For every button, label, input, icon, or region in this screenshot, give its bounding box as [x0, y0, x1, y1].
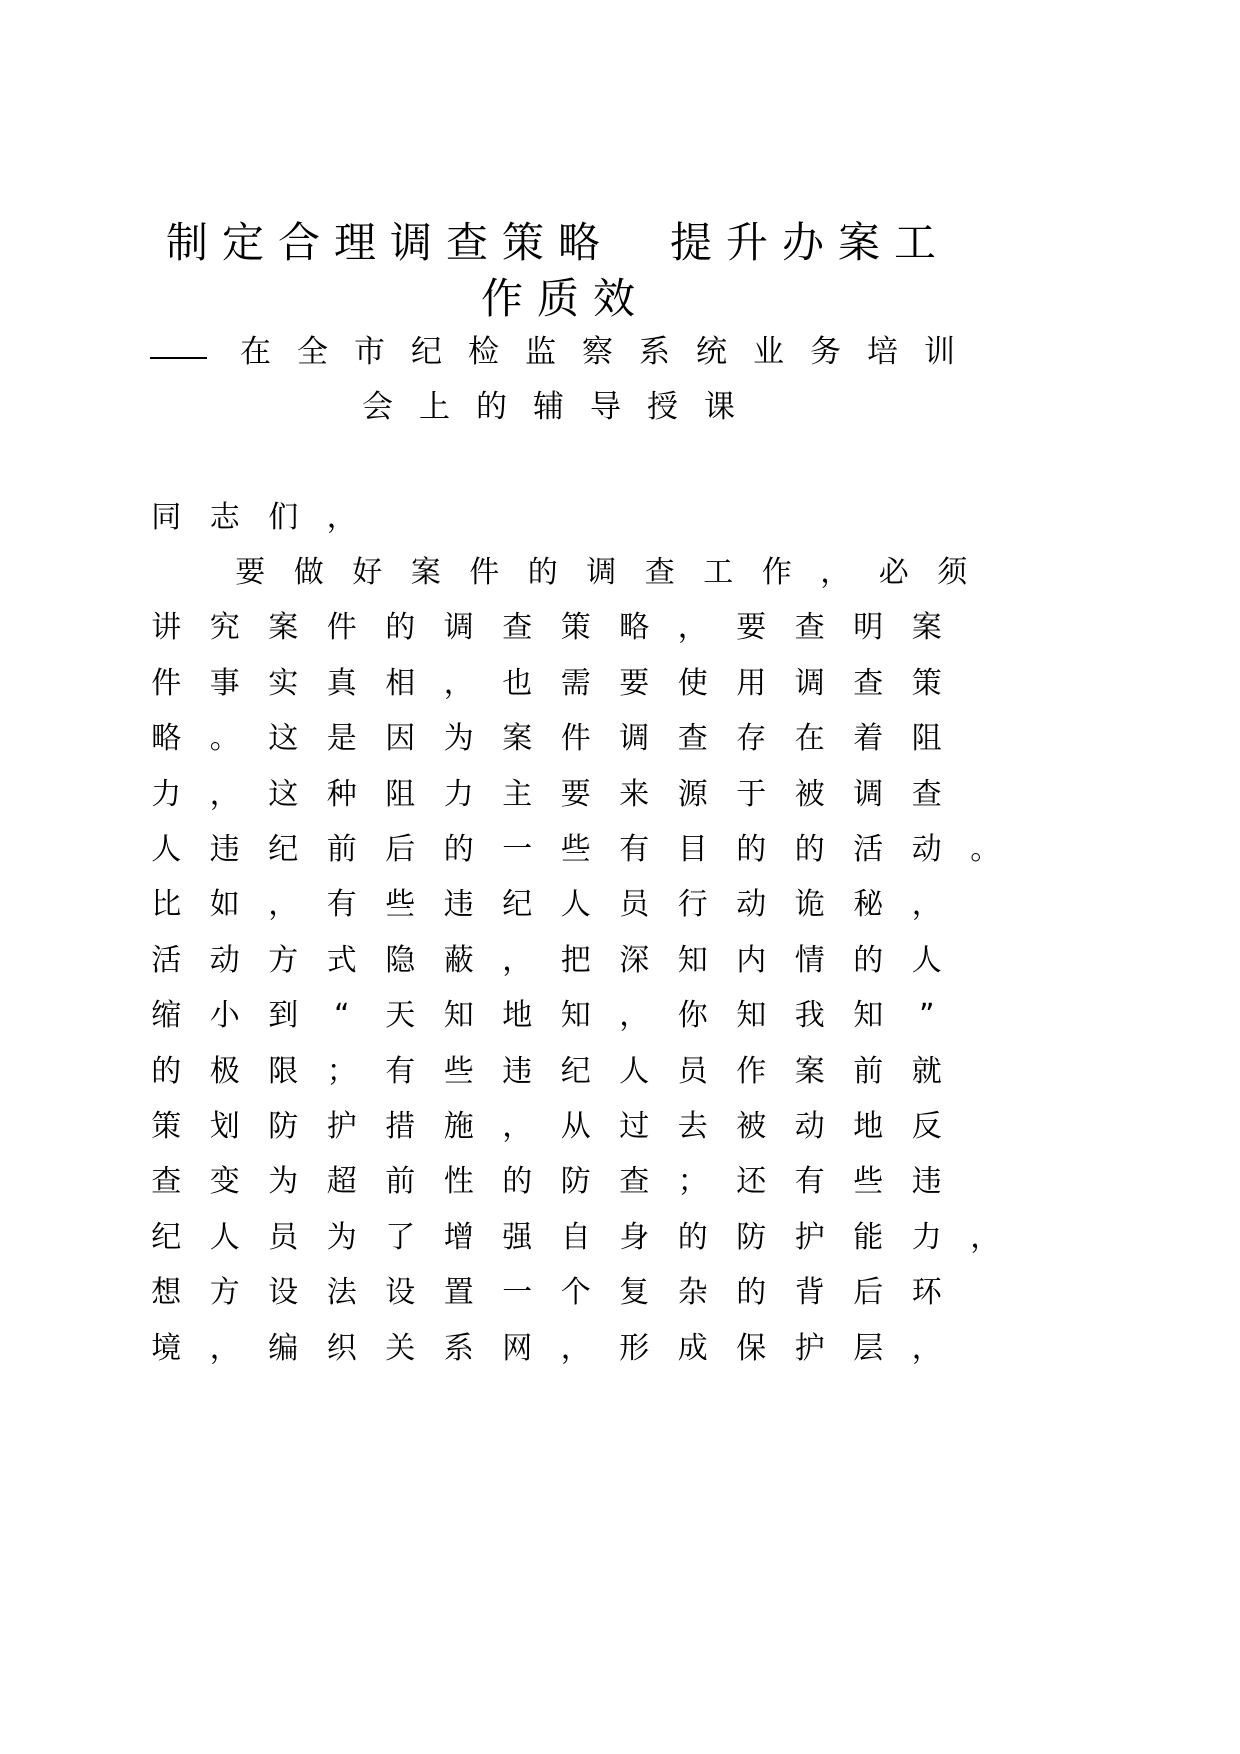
char: 略 — [557, 218, 600, 267]
char: 到 — [268, 998, 299, 1034]
char: 全 — [297, 334, 328, 370]
char: 上 — [419, 389, 450, 425]
char: 也 — [502, 665, 533, 701]
char: 存 — [736, 721, 767, 757]
char: 件 — [326, 610, 357, 646]
char: 纪 — [560, 1053, 591, 1089]
char: 办 — [781, 218, 824, 267]
char: 种 — [326, 776, 357, 812]
char: 人 — [151, 832, 182, 867]
body-line — [137, 1212, 1015, 1268]
char: 想 — [151, 1275, 182, 1311]
char: 来 — [619, 776, 650, 812]
char: 真 — [326, 665, 357, 701]
char: 的 — [853, 942, 884, 978]
char: 形 — [619, 1330, 650, 1366]
char: 层 — [853, 1330, 884, 1366]
char: 内 — [736, 942, 767, 978]
char: 有 — [794, 1164, 825, 1200]
char: 些 — [443, 1053, 474, 1089]
char: 为 — [443, 721, 474, 757]
char: 人 — [911, 942, 942, 978]
char: “ — [333, 998, 350, 1034]
char: 超 — [326, 1164, 357, 1200]
char — [607, 210, 663, 270]
char: 保 — [736, 1330, 767, 1366]
char: 课 — [704, 389, 735, 425]
char: 动 — [736, 887, 767, 923]
char: 查 — [619, 1164, 650, 1200]
char: 要 — [619, 665, 650, 701]
char: 查 — [644, 555, 675, 590]
char: 动 — [209, 942, 240, 978]
subtitle-text-1 — [227, 334, 968, 370]
char: 防 — [268, 1109, 299, 1144]
char: ， — [560, 1330, 591, 1366]
body-line — [137, 1046, 956, 1102]
char: 件 — [469, 555, 500, 590]
char: 违 — [443, 887, 474, 923]
char: ， — [209, 1330, 240, 1366]
char: 限 — [268, 1053, 299, 1089]
char: 要 — [560, 776, 591, 812]
char: 调 — [389, 218, 432, 267]
char: 是 — [326, 721, 357, 757]
char: 案 — [268, 610, 299, 646]
char: 工 — [703, 555, 734, 590]
char: 为 — [326, 1219, 357, 1255]
char: 。 — [970, 832, 1001, 867]
body-line — [137, 658, 956, 714]
char: 会 — [362, 389, 393, 425]
body-line — [137, 990, 956, 1046]
char: 的 — [677, 1219, 708, 1255]
char: 着 — [853, 721, 884, 757]
subtitle-line-2 — [349, 381, 748, 437]
char: 纪 — [502, 887, 533, 923]
char: 质 — [536, 274, 579, 323]
char: 增 — [443, 1219, 474, 1255]
char: 些 — [560, 832, 591, 867]
char: 的 — [794, 832, 825, 867]
char: 件 — [560, 721, 591, 757]
char: 的 — [527, 555, 558, 590]
char: 调 — [586, 555, 617, 590]
char: 需 — [560, 665, 591, 701]
body-line — [137, 1323, 956, 1379]
char: 纪 — [268, 832, 299, 867]
char: 同 — [151, 500, 182, 535]
char: 地 — [853, 1109, 884, 1144]
char: 监 — [525, 334, 556, 370]
char: 略 — [619, 610, 650, 646]
char: 从 — [560, 1109, 591, 1144]
char: 违 — [911, 1164, 942, 1200]
char: 阻 — [385, 776, 416, 812]
char: 人 — [209, 1219, 240, 1255]
char: 使 — [677, 665, 708, 701]
char: 力 — [443, 776, 474, 812]
char: 隐 — [385, 942, 416, 978]
char: 业 — [753, 334, 784, 370]
char: 些 — [853, 1164, 884, 1200]
char: 源 — [677, 776, 708, 812]
char: 相 — [385, 665, 416, 701]
char: 编 — [268, 1330, 299, 1366]
char: 主 — [502, 776, 533, 812]
char: 为 — [268, 1164, 299, 1200]
body-line — [137, 1156, 956, 1212]
char: 统 — [696, 334, 727, 370]
char: 知 — [443, 998, 474, 1034]
char: 划 — [209, 1109, 240, 1144]
char: 力 — [911, 1219, 942, 1255]
char: 调 — [794, 665, 825, 701]
char: 法 — [326, 1275, 357, 1311]
char: 小 — [209, 998, 240, 1034]
char: 设 — [268, 1275, 299, 1311]
char: 后 — [853, 1275, 884, 1311]
char: 情 — [794, 942, 825, 978]
char: 略 — [151, 721, 182, 757]
char: 查 — [853, 665, 884, 701]
char: ， — [209, 776, 240, 812]
char: 导 — [590, 389, 621, 425]
char: 明 — [853, 610, 884, 646]
char: 做 — [293, 555, 324, 590]
char: 策 — [501, 218, 544, 267]
body-line — [137, 935, 956, 991]
char: 活 — [853, 832, 884, 867]
char: 调 — [619, 721, 650, 757]
char: 违 — [502, 1053, 533, 1089]
char: 前 — [385, 1164, 416, 1200]
char: 前 — [853, 1053, 884, 1089]
char: ， — [677, 610, 708, 646]
char: 防 — [560, 1164, 591, 1200]
char: 们 — [268, 500, 299, 535]
char: ， — [820, 555, 851, 590]
char: 动 — [911, 832, 942, 867]
char: 授 — [647, 389, 678, 425]
char: 人 — [560, 887, 591, 923]
char: 还 — [736, 1164, 767, 1200]
char: 制 — [165, 218, 208, 267]
char: ， — [268, 887, 299, 923]
char: 合 — [277, 218, 320, 267]
char: 护 — [794, 1219, 825, 1255]
char: 性 — [443, 1164, 474, 1200]
char: 被 — [794, 776, 825, 812]
char: 升 — [725, 218, 768, 267]
char: 违 — [209, 832, 240, 867]
char: 能 — [853, 1219, 884, 1255]
char: 境 — [151, 1330, 182, 1366]
char: ， — [911, 887, 942, 923]
char: 极 — [209, 1053, 240, 1089]
char: 被 — [736, 1109, 767, 1144]
char: 事 — [209, 665, 240, 701]
char: 的 — [385, 610, 416, 646]
char: 把 — [560, 942, 591, 978]
char: ” — [918, 998, 935, 1034]
char: 阻 — [911, 721, 942, 757]
char: ， — [911, 1330, 942, 1366]
char: 查 — [445, 218, 488, 267]
char: 强 — [502, 1219, 533, 1255]
char: 一 — [502, 832, 533, 867]
char: 目 — [677, 832, 708, 867]
char: 去 — [677, 1109, 708, 1144]
char: 关 — [385, 1330, 416, 1366]
char: 必 — [878, 555, 909, 590]
char: 纪 — [411, 334, 442, 370]
char: 变 — [209, 1164, 240, 1200]
char: 调 — [853, 776, 884, 812]
char: 背 — [794, 1275, 825, 1311]
char: 系 — [443, 1330, 474, 1366]
char: 察 — [582, 334, 613, 370]
char: 查 — [794, 610, 825, 646]
char: 查 — [911, 776, 942, 812]
char: 些 — [385, 887, 416, 923]
char: 员 — [619, 887, 650, 923]
char: 了 — [385, 1219, 416, 1255]
char: 的 — [502, 1164, 533, 1200]
char: 缩 — [151, 998, 182, 1034]
char: 方 — [209, 1275, 240, 1311]
char: 市 — [354, 334, 385, 370]
char: 你 — [677, 998, 708, 1034]
char: ， — [443, 665, 474, 701]
char: 诡 — [794, 887, 825, 923]
char: 调 — [443, 610, 474, 646]
char: 深 — [619, 942, 650, 978]
body-line — [137, 1101, 956, 1157]
body-line — [137, 602, 956, 658]
char: ， — [502, 1109, 533, 1144]
char: 讲 — [151, 610, 182, 646]
char: 后 — [385, 832, 416, 867]
char: 网 — [502, 1330, 533, 1366]
subtitle-dash — [150, 357, 207, 359]
char: 提 — [669, 218, 712, 267]
char: 护 — [326, 1109, 357, 1144]
char: 辅 — [533, 389, 564, 425]
char: 环 — [911, 1275, 942, 1311]
char: 行 — [677, 887, 708, 923]
char: 理 — [333, 218, 376, 267]
char: 前 — [326, 832, 357, 867]
char: 在 — [794, 721, 825, 757]
char: 成 — [677, 1330, 708, 1366]
char: 如 — [209, 887, 240, 923]
char: 比 — [151, 887, 182, 923]
char: 知 — [736, 998, 767, 1034]
char: ； — [677, 1164, 708, 1200]
char: 力 — [151, 776, 182, 812]
char: ； — [326, 1053, 357, 1089]
char: 员 — [677, 1053, 708, 1089]
char: 。 — [209, 721, 240, 757]
char: 人 — [619, 1053, 650, 1089]
char: 式 — [326, 942, 357, 978]
char: 策 — [911, 665, 942, 701]
char: 须 — [937, 555, 968, 590]
char: 员 — [268, 1219, 299, 1255]
subtitle-line-1 — [150, 326, 968, 382]
char: 检 — [468, 334, 499, 370]
char: 作 — [736, 1053, 767, 1089]
char: 培 — [867, 334, 898, 370]
char: 这 — [268, 776, 299, 812]
char: 一 — [502, 1275, 533, 1311]
char: ， — [326, 500, 357, 535]
char: 过 — [619, 1109, 650, 1144]
char: ， — [970, 1219, 1001, 1255]
char: 织 — [326, 1330, 357, 1366]
body-line — [137, 824, 1015, 880]
char: 要 — [235, 555, 266, 590]
body-line — [221, 547, 982, 603]
char: ， — [619, 998, 650, 1034]
char: 防 — [736, 1219, 767, 1255]
char: 护 — [794, 1330, 825, 1366]
char: 个 — [560, 1275, 591, 1311]
char: 有 — [619, 832, 650, 867]
char: 要 — [736, 610, 767, 646]
char: 动 — [794, 1109, 825, 1144]
char: 的 — [443, 832, 474, 867]
char: 查 — [677, 721, 708, 757]
char: 用 — [736, 665, 767, 701]
char: 就 — [911, 1053, 942, 1089]
char: 的 — [736, 1275, 767, 1311]
title-line-1 — [159, 210, 943, 266]
char: 究 — [209, 610, 240, 646]
char: 于 — [736, 776, 767, 812]
char: 知 — [677, 942, 708, 978]
char: 系 — [639, 334, 670, 370]
body-line — [137, 713, 956, 769]
char: 工 — [893, 218, 936, 267]
char: 案 — [410, 555, 441, 590]
char: 纪 — [151, 1219, 182, 1255]
char: 地 — [502, 998, 533, 1034]
char: 天 — [385, 998, 416, 1034]
char: ， — [502, 942, 533, 978]
char: 查 — [151, 1164, 182, 1200]
char: 实 — [268, 665, 299, 701]
char: 知 — [853, 998, 884, 1034]
char: 施 — [443, 1109, 474, 1144]
char: 有 — [326, 887, 357, 923]
char: 定 — [221, 218, 264, 267]
char: 置 — [443, 1275, 474, 1311]
char: 好 — [352, 555, 383, 590]
char: 我 — [794, 998, 825, 1034]
char: 活 — [151, 942, 182, 978]
char: 复 — [619, 1275, 650, 1311]
char: 训 — [924, 334, 955, 370]
char: 务 — [810, 334, 841, 370]
char: 案 — [502, 721, 533, 757]
char: 因 — [385, 721, 416, 757]
char: 在 — [240, 334, 271, 370]
title-line-2 — [474, 266, 642, 322]
char: 的 — [151, 1053, 182, 1089]
char: 案 — [837, 218, 880, 267]
char: 作 — [480, 274, 523, 323]
char: 措 — [385, 1109, 416, 1144]
char: 这 — [268, 721, 299, 757]
char: 志 — [209, 500, 240, 535]
body-line — [137, 769, 956, 825]
body-line — [137, 879, 956, 935]
char: 杂 — [677, 1275, 708, 1311]
char: 身 — [619, 1219, 650, 1255]
char: 秘 — [853, 887, 884, 923]
char: 作 — [761, 555, 792, 590]
char: 的 — [736, 832, 767, 867]
char: 策 — [560, 610, 591, 646]
salutation — [137, 492, 371, 548]
char: 案 — [794, 1053, 825, 1089]
char: 的 — [476, 389, 507, 425]
char: 反 — [911, 1109, 942, 1144]
char: 件 — [151, 665, 182, 701]
char: 有 — [385, 1053, 416, 1089]
char: 查 — [502, 610, 533, 646]
char: 自 — [560, 1219, 591, 1255]
char: 案 — [911, 610, 942, 646]
char: 策 — [151, 1109, 182, 1144]
char: 方 — [268, 942, 299, 978]
char: 设 — [385, 1275, 416, 1311]
char: 效 — [592, 274, 635, 323]
char: 知 — [560, 998, 591, 1034]
body-line — [137, 1267, 956, 1323]
char: 蔽 — [443, 942, 474, 978]
